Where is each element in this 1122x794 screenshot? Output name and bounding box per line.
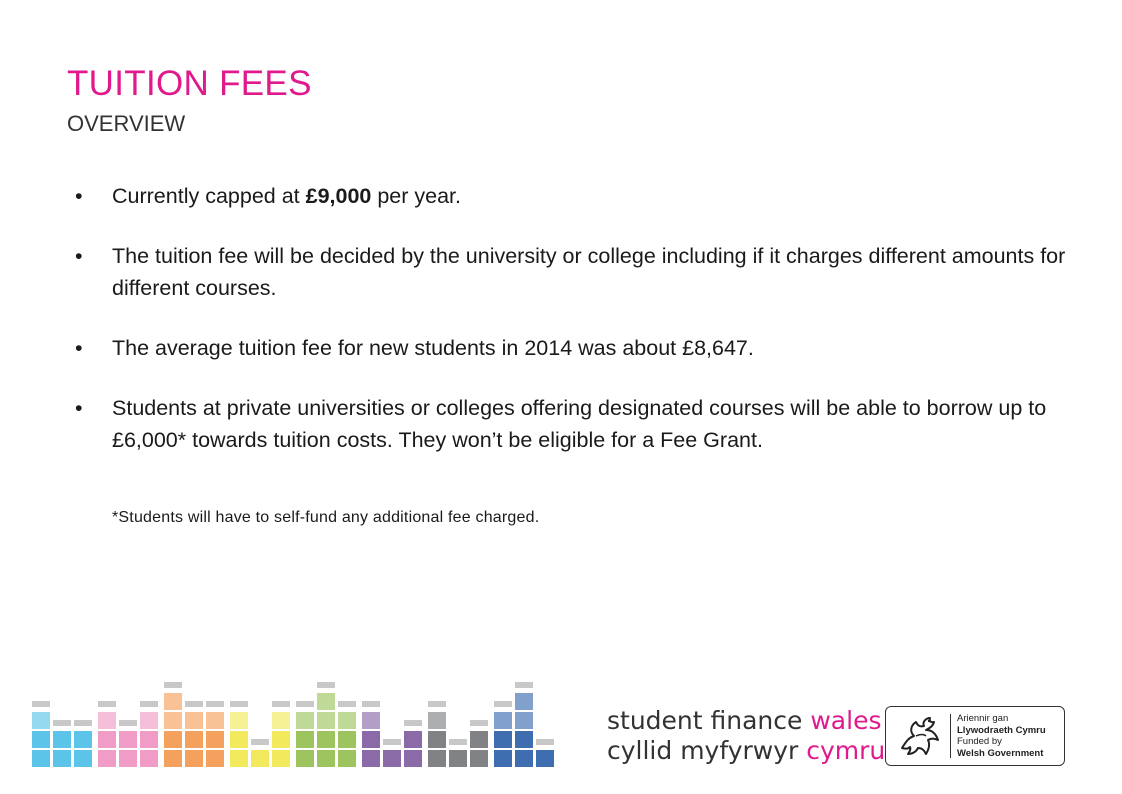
logo-line-english <box>607 706 885 736</box>
bar-cell <box>494 712 512 729</box>
bar-cell <box>230 712 248 729</box>
bar-cell <box>428 712 446 729</box>
bar-cell <box>317 731 335 748</box>
dragon-icon <box>896 712 944 760</box>
bar-cell <box>338 731 356 748</box>
bullet-list <box>75 180 1115 484</box>
bar-cap <box>53 720 71 726</box>
bar-cell <box>74 750 92 767</box>
bar-cap <box>494 701 512 707</box>
bar-cap <box>317 682 335 688</box>
bar-cell <box>404 750 422 767</box>
bar-cell <box>206 731 224 748</box>
bullet-text: The average tuition fee for new students in 2014 was about £8,647. <box>112 336 754 360</box>
bar-cap <box>404 720 422 726</box>
bullet-text: Students at private universities or colleges offering designated courses will be able to borrow up to £6,000* towards tuition costs. They won’t be eligible for a Fee Grant. <box>112 396 1047 452</box>
bar-cell <box>32 750 50 767</box>
bullet-marker: • <box>75 336 83 360</box>
bar-cell <box>74 731 92 748</box>
bar-cell <box>362 731 380 748</box>
bar-cell <box>296 712 314 729</box>
bar-cap <box>185 701 203 707</box>
bar-cap <box>449 739 467 745</box>
bar-cell <box>272 750 290 767</box>
badge-line: Ariennir gan <box>957 713 1009 724</box>
bar-cap <box>272 701 290 707</box>
bar-cap <box>338 701 356 707</box>
bar-cell <box>230 750 248 767</box>
badge-line: Llywodraeth Cymru <box>957 724 1046 736</box>
bar-cell <box>515 693 533 710</box>
bar-cell <box>53 750 71 767</box>
bar-cell <box>164 712 182 729</box>
fee-cap-amount: £9,000 <box>305 184 372 208</box>
bar-cap <box>206 701 224 707</box>
bar-cell <box>251 750 269 767</box>
bar-cell <box>206 750 224 767</box>
bar-cell <box>164 750 182 767</box>
bar-cell <box>515 712 533 729</box>
bar-cell <box>362 712 380 729</box>
bar-cell <box>98 731 116 748</box>
logo-line-welsh <box>607 736 885 766</box>
bar-cap <box>536 739 554 745</box>
bar-cell <box>140 712 158 729</box>
bar-cell <box>140 731 158 748</box>
student-finance-wales-logo <box>607 706 885 766</box>
bar-cap <box>428 701 446 707</box>
bar-cell <box>404 731 422 748</box>
welsh-government-badge <box>885 706 1065 766</box>
bullet-item <box>75 180 1115 212</box>
slide-subtitle: OVERVIEW <box>67 111 186 136</box>
badge-text <box>957 713 1046 759</box>
bar-cell <box>515 750 533 767</box>
bar-cap <box>74 720 92 726</box>
bar-cell <box>428 731 446 748</box>
bar-cell <box>317 693 335 710</box>
bar-cap <box>98 701 116 707</box>
bar-cell <box>185 750 203 767</box>
bullet-item <box>75 392 1115 456</box>
bar-cap <box>230 701 248 707</box>
bar-cell <box>296 750 314 767</box>
bar-cell <box>164 693 182 710</box>
bar-cell <box>98 712 116 729</box>
bar-cell <box>32 712 50 729</box>
bar-cell <box>515 731 533 748</box>
logo-bar-graphic <box>30 676 560 770</box>
bar-cap <box>140 701 158 707</box>
badge-line: Funded by <box>957 736 1002 747</box>
bullet-item <box>75 240 1115 304</box>
badge-divider <box>950 714 951 758</box>
bar-cell <box>98 750 116 767</box>
footnote: *Students will have to self-fund any additional fee charged. <box>112 509 540 526</box>
bar-cell <box>449 750 467 767</box>
bar-cap <box>251 739 269 745</box>
bullet-item <box>75 332 1115 364</box>
bar-cell <box>32 731 50 748</box>
bar-cell <box>536 750 554 767</box>
bullet-marker: • <box>75 396 83 420</box>
bar-cell <box>272 731 290 748</box>
logo-text-accent: wales <box>810 706 882 735</box>
bar-cell <box>494 731 512 748</box>
bar-cap <box>296 701 314 707</box>
bar-cell <box>317 750 335 767</box>
bullet-marker: • <box>75 184 83 208</box>
logo-text: cyllid myfyrwyr <box>607 736 807 765</box>
bar-cell <box>494 750 512 767</box>
bar-cell <box>338 712 356 729</box>
bullet-text: per year. <box>371 184 462 208</box>
bar-cell <box>230 731 248 748</box>
bar-cap <box>470 720 488 726</box>
logo-text-accent: cymru <box>806 736 886 765</box>
bar-cell <box>53 731 71 748</box>
bar-cell <box>272 712 290 729</box>
bar-cell <box>362 750 380 767</box>
bar-cap <box>362 701 380 707</box>
bar-cell <box>140 750 158 767</box>
bar-cell <box>206 712 224 729</box>
bar-cell <box>317 712 335 729</box>
logo-text: student finance <box>607 706 811 735</box>
bar-cap <box>515 682 533 688</box>
bar-cell <box>185 731 203 748</box>
bar-cell <box>164 731 182 748</box>
bar-cap <box>164 682 182 688</box>
bullet-text: Currently capped at <box>112 184 306 208</box>
bar-cap <box>32 701 50 707</box>
bar-cell <box>119 750 137 767</box>
bar-cell <box>296 731 314 748</box>
bullet-marker: • <box>75 244 83 268</box>
bar-cap <box>119 720 137 726</box>
bullet-text: The tuition fee will be decided by the university or college including if it charges different amounts for different courses. <box>112 244 1066 300</box>
bar-cell <box>428 750 446 767</box>
bar-cell <box>470 731 488 748</box>
bar-cell <box>185 712 203 729</box>
bar-cap <box>383 739 401 745</box>
bar-cell <box>470 750 488 767</box>
bar-cell <box>119 731 137 748</box>
bar-cell <box>383 750 401 767</box>
slide-title: TUITION FEES <box>67 64 312 103</box>
badge-line: Welsh Government <box>957 747 1044 759</box>
bar-cell <box>338 750 356 767</box>
